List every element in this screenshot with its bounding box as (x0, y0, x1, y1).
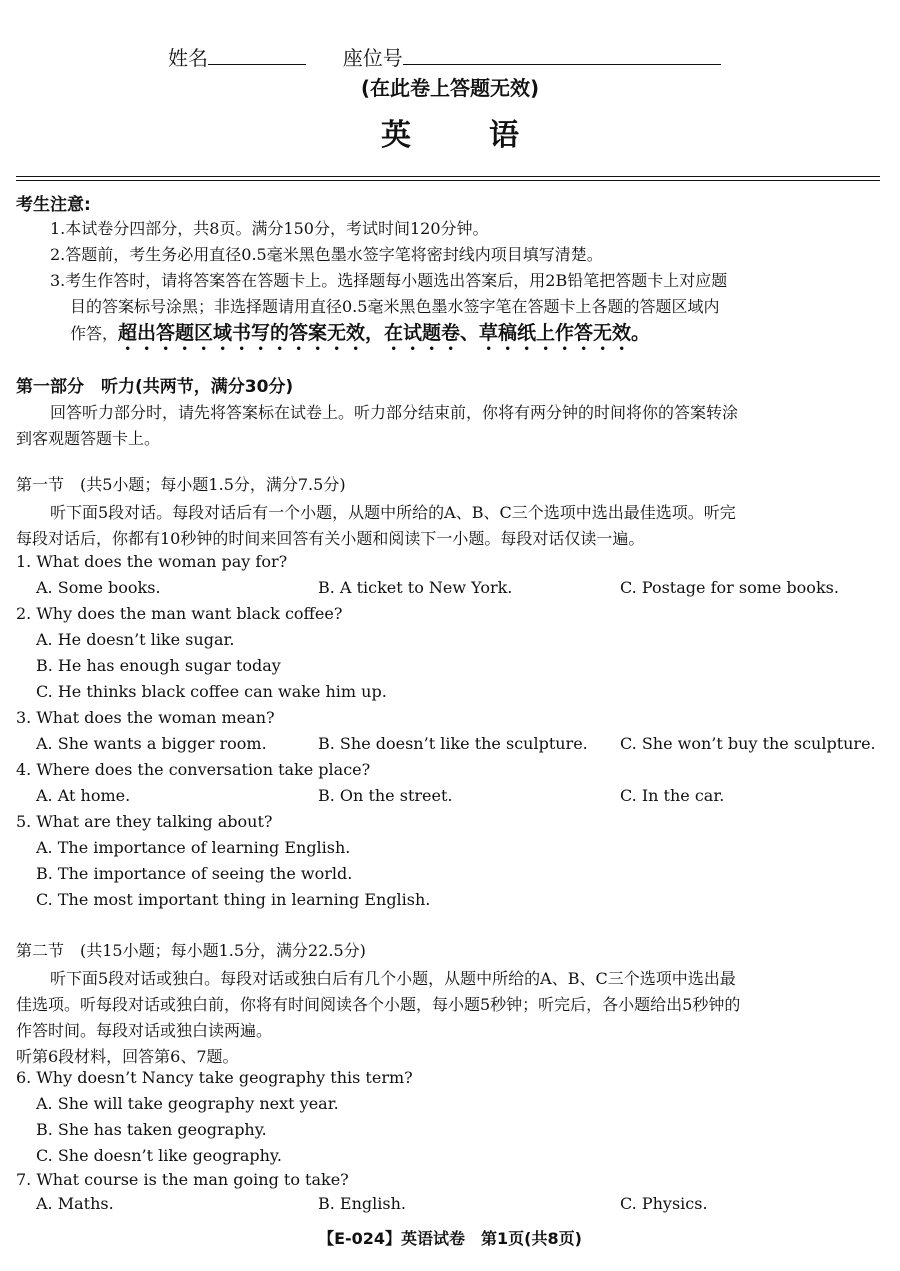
seat-blank (403, 46, 721, 65)
question-4-stem: 4. Where does the conversation take place? (16, 760, 371, 779)
question-5-option-c: C. The most important thing in learning English. (36, 890, 431, 909)
page-footer: 【E-024】英语试卷 第1页(共8页) (318, 1229, 582, 1248)
question-5-option-b: B. The importance of seeing the world. (36, 864, 353, 883)
notice-emphasis-text: 超出答题区域书写的答案无效，在试题卷、草稿纸上作答无效。 (118, 322, 651, 344)
section2-heading: 第二节 (共15小题；每小题1.5分，满分22.5分) (16, 941, 366, 960)
question-7-option-a: A. Maths. (36, 1194, 114, 1213)
seat-label: 座位号 (342, 46, 403, 70)
section2-intro-line-1: 听下面5段对话或独白。每段对话或独白后有几个小题，从题中所给的A、B、C三个选项中选出最 (50, 969, 736, 988)
name-blank (208, 46, 306, 65)
question-1-option-a: A. Some books. (36, 578, 161, 597)
material-6-instruction: 听第6段材料，回答第6、7题。 (16, 1047, 239, 1066)
question-7-option-b: B. English. (318, 1194, 406, 1213)
part1-heading: 第一部分 听力(共两节，满分30分) (16, 377, 294, 397)
question-2-option-a: A. He doesn’t like sugar. (36, 630, 235, 649)
question-6-option-a: A. She will take geography next year. (36, 1094, 339, 1113)
question-3-stem: 3. What does the woman mean? (16, 708, 275, 727)
question-4-option-b: B. On the street. (318, 786, 453, 805)
section2-intro-line-3: 作答时间。每段对话或独白读两遍。 (16, 1021, 273, 1040)
notice-item-3-line-3 (70, 318, 650, 355)
question-2-option-b: B. He has enough sugar today (36, 656, 281, 675)
header-divider-top (16, 176, 880, 177)
question-7-option-c: C. Physics. (620, 1194, 708, 1213)
notice-item-3-prefix: 作答， (70, 324, 119, 343)
invalid-answer-warning: (在此卷上答题无效) (360, 76, 540, 100)
question-6-stem: 6. Why doesn’t Nancy take geography this term? (16, 1068, 413, 1087)
notice-item-1: 1.本试卷分四部分，共8页。满分150分，考试时间120分钟。 (50, 219, 489, 238)
question-5-stem: 5. What are they talking about? (16, 812, 273, 831)
question-6-option-c: C. She doesn’t like geography. (36, 1146, 282, 1165)
question-2-option-c: C. He thinks black coffee can wake him up. (36, 682, 387, 701)
question-3-option-c: C. She won’t buy the sculpture. (620, 734, 876, 753)
question-4-option-a: A. At home. (36, 786, 131, 805)
question-7-stem: 7. What course is the man going to take? (16, 1170, 349, 1189)
section1-intro-line-2: 每段对话后，你都有10秒钟的时间来回答有关小题和阅读下一小题。每段对话仅读一遍。 (16, 529, 645, 548)
question-1-option-c: C. Postage for some books. (620, 578, 839, 597)
section1-intro-line-1: 听下面5段对话。每段对话后有一个小题，从题中所给的A、B、C三个选项中选出最佳选项。听完 (50, 503, 736, 522)
exam-header-fields (168, 42, 721, 71)
question-2-stem: 2. Why does the man want black coffee? (16, 604, 343, 623)
section1-heading: 第一节 (共5小题；每小题1.5分，满分7.5分) (16, 475, 346, 494)
part1-intro-line-1: 回答听力部分时，请先将答案标在试卷上。听力部分结束前，你将有两分钟的时间将你的答案转涂 (50, 403, 739, 422)
notice-item-3-line-2: 目的答案标号涂黑；非选择题请用直径0.5毫米黑色墨水签字笔在答题卡上各题的答题区域内 (70, 297, 720, 316)
question-6-option-b: B. She has taken geography. (36, 1120, 267, 1139)
question-3-option-a: A. She wants a bigger room. (36, 734, 267, 753)
subject-title: 英语 (381, 118, 597, 153)
notice-item-3-line-1: 3.考生作答时，请将答案答在答题卡上。选择题每小题选出答案后，用2B铅笔把答题卡上对应题 (50, 271, 728, 290)
question-4-option-c: C. In the car. (620, 786, 725, 805)
notice-item-2: 2.答题前，考生务必用直径0.5毫米黑色墨水签字笔将密封线内项目填写清楚。 (50, 245, 603, 264)
question-3-option-b: B. She doesn’t like the sculpture. (318, 734, 588, 753)
notice-heading: 考生注意: (16, 195, 91, 215)
section2-intro-line-2: 佳选项。听每段对话或独白前，你将有时间阅读各个小题，每小题5秒钟；听完后，各小题给出5秒钟的 (16, 995, 741, 1014)
question-5-option-a: A. The importance of learning English. (36, 838, 351, 857)
part1-intro-line-2: 到客观题答题卡上。 (16, 429, 161, 448)
header-divider-bottom (16, 180, 880, 181)
question-1-option-b: B. A ticket to New York. (318, 578, 513, 597)
question-1-stem: 1. What does the woman pay for? (16, 552, 288, 571)
name-label: 姓名 (168, 46, 208, 70)
